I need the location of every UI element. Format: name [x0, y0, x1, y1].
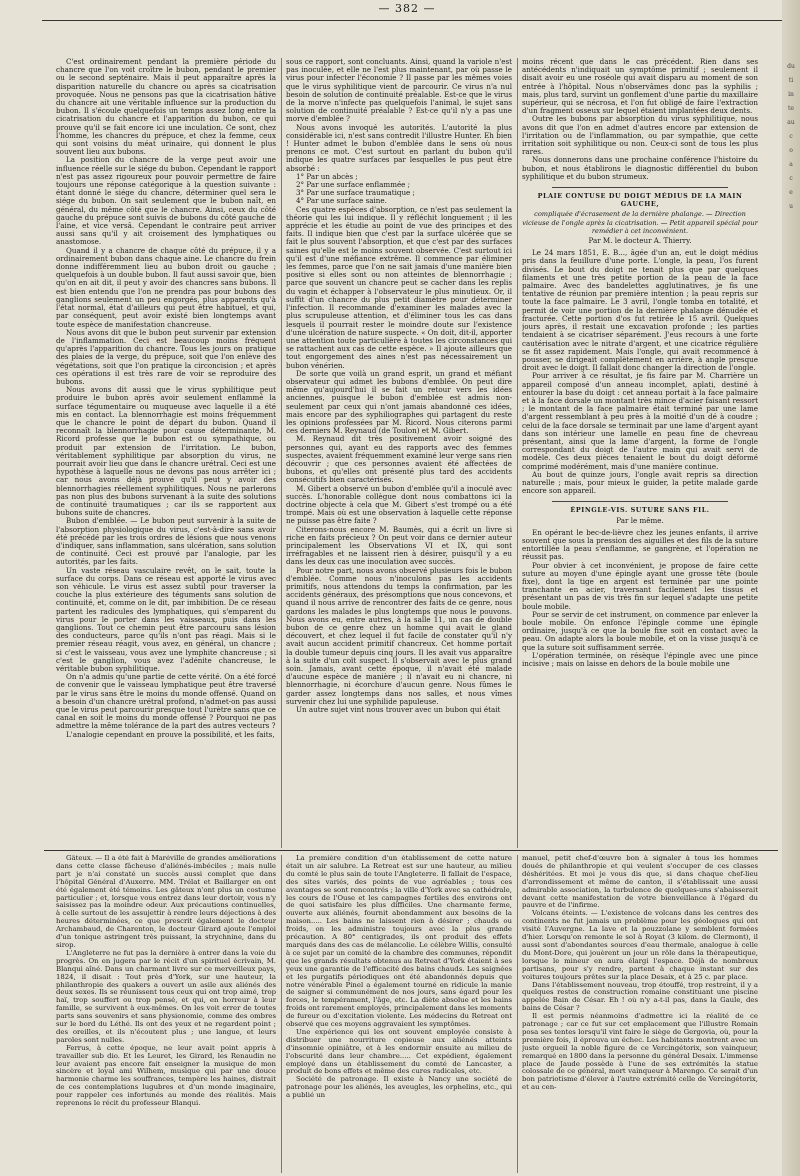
column-divider: [517, 855, 518, 1173]
margin-fragment: au: [787, 119, 795, 126]
paragraph: Nous donnerons dans une prochaine conférence l'histoire du bubon, et nous établirons le diagnostic différentiel du bubon syphilitique et du bubon strumeux.: [522, 155, 758, 181]
paragraph: Bubon d'emblée. — Le bubon peut survenir à la suite de l'absorption physiologique du virus, c'est-à-dire sans avoir été précédé par les trois ordres de lésions que nous venons d'indiquer, sans inflammation, sans ulcération, sans solution de continuité. Ceci est prouvé par l'analogie, par les autorités, par les faits.: [56, 516, 276, 567]
paragraph: Société de patronage. Il existe à Nancy une société de patronage pour les aliénés, les aveugles, les orphelins, etc., qui a publié un: [286, 1075, 512, 1100]
margin-fragment: te: [788, 105, 794, 112]
paragraph: Pour arriver à ce résultat, je fis faire par M. Charrière un appareil composé d'un anneau incomplet, aplati, destiné à entourer la base du doigt : cet anneau portait à la face palmaire et à la face dorsale un montant très mince d'acier faisant ressort ; le montant de la face palmaire était terminé par une lame d'argent ressemblant à peu près à la moitié d'un dé à coudre ; celui de la face dorsale se terminait par une lame d'argent ayant dans son intérieur une lamelle en peau fine de chevreau présentant, ainsi que la lame d'argent, la forme de l'ongle correspondant du doigt de l'autre main qui avait servi de modèle. Ces deux pièces tenaient le bout du doigt déformé comprimé modérément, mais d'une manière continue.: [522, 371, 758, 471]
paragraph: Gâteux. — Il a été fait à Maréville de grandes améliorations dans cette classe fâcheuse d'aliénés-imbéciles ; mais nulle part je n'ai constaté un succès aussi complet que dans l'hôpital Général d'Auxerre. MM. Trélat et Baillarger en ont été également été témoins. Les gâteux n'ont plus un costume particulier ; et, lorsque vous entrez dans leur dortoir, vous n'y saisissez pas la moindre odeur. Aux précautions continuelles, à celle surtout de les assujettir à rendre leurs déjections à des heures déterminées, ce que prescrit également le docteur Archambaud, de Charenton, le docteur Girard ajoute l'emploi d'un tonique astringent très puissant, la strychnine, dans du sirop.: [56, 855, 276, 949]
feuilleton-rule: [44, 850, 778, 851]
margin-fragment: a: [789, 161, 793, 168]
paragraph: Il est permis néanmoins d'admettre ici la réalité de ce patronage ; car ce fut sur cet emplacement que l'illustre Romain posa ses tentes lorsqu'il vint faire le siège de Gergovia, où, pour la première fois, il éprouva un échec. Les habitants montrent avec un juste orgueil la noble figure de ce Vercingétorix, son vainqueur, remarqué en 1800 dans la personne du général Desaix. L'immense place de Jaude possède à l'une de ses extrémités la statue colossale de ce général, mort vainqueur à Marengo. Ce serait d'un bon patriotisme d'élever à l'autre extrémité celle de Vercingétorix, et au cen-: [522, 1012, 758, 1092]
margin-fragment: o: [789, 147, 793, 154]
article-subtitle: compliquée d'écrasement de la dernière phalange. — Direction vicieuse de l'ongle après la cicatrisation. — Petit appareil spécial pour remédier à cet inconvénient.: [522, 210, 758, 235]
paragraph: De sorte que voilà un grand esprit, un grand et méfiant observateur qui admet les bubons d'emblée. On peut dire même qu'aujourd'hui il se fait un retour vers les idées anciennes, puisque le bubon d'emblée est admis non-seulement par ceux qui n'ont jamais abandonné ces idées, mais encore par des syphiliographes qui partagent du reste les opinions professées par M. Ricord. Nous citerons parmi ces derniers M. Reynaud (de Toulon) et M. Gibert.: [286, 368, 512, 436]
column-divider: [517, 58, 518, 848]
paragraph: manuel, petit chef-d'œuvre bon à signaler à tous les hommes doués de philanthropie et qui veulent s'occuper de ces classes déshéritées. Et moi je vous dis que, si dans chaque chef-lieu d'arrondissement et même de canton, il s'établissait une aussi admirable association, la turbulence de quelques-uns s'abaisserait devant cette manifestation de votre bienveillance à l'égard du pauvre et de l'infirme.: [522, 855, 758, 910]
paragraph: M. Gibert a observé un bubon d'emblée qu'il a inoculé avec succès. L'honorable collègue dont nous combattons ici la doctrine objecte à cela que M. Gibert s'est trompé ou a été trompé. Mais où est une observation à laquelle cette réponse ne puisse pas être faite ?: [286, 483, 512, 526]
margin-fragment: e: [789, 189, 793, 196]
margin-fragment: ti: [788, 77, 794, 84]
paragraph: Un autre sujet vint nous trouver avec un bubon qui était: [296, 705, 501, 715]
paragraph: Nous avons invoqué les autorités. L'autorité la plus considérable ici, n'est sans contredit l'illustre Hunter. Eh bien ! Hunter admet le bubon d'emblée dans le sens où nous prenons ce mot. C'est surtout en parlant du bubon qu'il indique les quatre surfaces par lesquelles le pus peut être absorbé :: [286, 122, 512, 173]
paragraph: La première condition d'un établissement de cette nature était un air salubre. La Retreat est sur une hauteur, au milieu du comté le plus sain de toute l'Angleterre. Il fallait de l'espace, des sites variés, des points de vue agréables ; tous ces avantages se sont rencontrés ; la ville d'York avec sa cathédrale, les cours de l'Ouse et les campagnes fertiles des environs ont de quoi satisfaire les plus difficiles. Une charmante ferme, ouverte aux aliénés, fournit abondamment aux besoins de la maison..... Les bains ne laissent rien à désirer ; chauds ou froids, on les administre toujours avec la plus grande précaution. A 80° centigrades, ils ont produit des effets marqués dans des cas de mélancolie. Le célèbre Willis, consulté à ce sujet par un comité de la chambre des communes, répondit que les grands résultats obtenus au Retreat d'York étaient à ses yeux une garantie de l'efficacité des bains chauds. Les saignées et les purgatifs périodiques ont été abandonnés depuis que notre vénérable Pinel a également tourné en ridicule la manie de saigner si communément de nos jours, sans égard pour les forces, le tempérament, l'âge, etc. La diète absolue et les bains froids ont rarement employés, principalement dans les moments de fureur ou d'excitation violente. Les médecins du Retreat ont observé que ces moyens aggravaient les symptômes.: [286, 855, 512, 1029]
feuilleton-column-2: [286, 855, 512, 1175]
feuilleton-column-3: [522, 855, 758, 1175]
paragraph: Un vaste réseau vasculaire revêt, on le sait, toute la surface du corps. Dans ce réseau est apporté le virus avec son véhicule. Le virus est assez subtil pour traverser la couche la plus extérieure des téguments sans solution de continuité, et, comme on le dit, par imbibition. De ce réseau partent les radicules des lymphatiques, qui s'emparent du virus pour le porter dans les vaisseaux, puis dans les ganglions. Tout ce chemin peut être parcouru sans lésion des conducteurs, parce qu'ils n'ont pas réagi. Mais si le premier réseau réagit, vous avez, en général, un chancre ; si c'est le vaisseau, vous avez une lymphite chancreuse ; si c'est le ganglion, vous avez l'adénite chancreuse, le véritable bubon syphilitique.: [56, 565, 276, 674]
adjacent-page-edge: [782, 0, 800, 1176]
paragraph: Pour se servir de cet instrument, on commence par enlever la boule mobile. On enfonce l'épingle comme une épingle ordinaire, jusqu'à ce que la boule fixe soit en contact avec la peau. On adapte alors la boule mobile, et on la visse jusqu'à ce que la suture soit suffisamment serrée.: [522, 609, 758, 652]
header-rule: [42, 20, 782, 21]
paragraph: Outre les bubons par absorption du virus syphilitique, nous avons dit que l'on en admet d'autres encore par extension de l'irritation ou de l'inflammation, ou par sympathie, que cette irritation soit syphilitique ou non. Ceux-ci sont de tous les plus rares.: [522, 114, 758, 157]
article-author: Par le même.: [616, 515, 664, 525]
feuilleton-column-1: [56, 855, 276, 1175]
margin-fragment: in: [788, 91, 794, 98]
paragraph: Volcans éteints. — L'existence de volcans dans les centres des continents ne fut jamais un problème pour les géologues qui ont visité l'Auvergne. La lave et la pouzzolane y semblent formées d'hier. Lorsqu'on remonte le sol à Royat (3 kilom. de Clermont), il aussi sont d'abondantes sources d'eau thermale, analogue à celle du Mont-Dore, qui jouèrent un jour un rôle dans la thérapeutique, lorsque le mineur en aura élargi l'espace. Déjà de nombreux partisans, pour s'y rendre, partent à chaque instant sur des voitures toujours prêtes sur la place Desaix, et à 25 c. par place.: [522, 909, 758, 981]
paragraph: Citerons-nous encore M. Baumès, qui a écrit un livre si riche en faits précieux ? On peut voir dans ce dernier auteur principalement les Observations VI et IX, qui sont irréfragables et ne laissent rien à désirer, puisqu'il y a eu dans les deux cas une inoculation avec succès.: [286, 524, 512, 567]
paragraph: moins récent que dans le cas précédent. Rien dans ses antécédents n'indiquait un symptôme primitif ; seulement il disait avoir eu une roséole qui avait disparu au moment de son entrée à l'hôpital. Nous n'observâmes donc pas la syphilis ; mais, plus tard, survint un gonflement d'une partie du maxillaire supérieur, qui se nécrosa, et l'on fut obligé de faire l'extraction d'un fragment osseux sur lequel étaient implantées deux dents.: [522, 58, 758, 116]
column-2: [286, 58, 512, 840]
margin-fragment: c: [789, 175, 793, 182]
paragraph: La position du chancre de la verge peut avoir une influence réelle sur le siége du bubon. Cependant le rapport n'est pas assez rigoureux pour pouvoir permettre de faire toujours une réponse catégorique à la question suivante : étant donné le siége du chancre, déterminer quel sera le siége du bubon. On sait seulement que le bubon naît, en général, du même côté que le chancre. Ainsi, ceux du côté gauche du prépuce sont suivis de bubons du côté gauche de l'aine, et vice versâ. Cependant le contraire peut arriver aussi sans qu'il y ait croisement des lymphatiques ou anastomose.: [56, 155, 276, 247]
column-divider: [281, 855, 282, 1173]
article-author: Par M. le docteur A. Thierry.: [588, 236, 692, 246]
paragraph: L'analogie cependant en prouve la possibilité, et les faits,: [66, 729, 275, 739]
paragraph: Dans l'établissement nouveau, trop étouffé, trop restreint, il y a quelques restes de construction romaine constituant une piscine appelée Bain de César. Eh ! où n'y a-t-il pas, dans la Gaule, des bains de César ?: [522, 980, 758, 1013]
column-3: [522, 58, 758, 840]
column-divider: [281, 58, 282, 848]
paragraph: En opérant le bec-de-lièvre chez les jeunes enfants, il arrive souvent que sous la pression des aiguilles et des fils de la suture entortillée la peau s'enflamme, se gangrène, et l'opération ne réussit pas.: [522, 527, 758, 562]
column-1: [56, 58, 276, 840]
paragraph: L'Angleterre ne fut pas la dernière à entrer dans la voie du progrès. On en jugera par le récit d'un spirituel écrivain, M. Blanqui aîné. Dans un charmant livre sur ce merveilleux pays, 1824, il disait : Tout près d'York, sur une hauteur, la philanthropie des quakers a ouvert un asile aux aliénés des deux sexes. Ils se réunissent tous ceux qui ont trop aimé, trop haï, trop souffert ou trop pensé, et qui, en horreur à leur famille, se survivent à eux-mêmes. On les voit errer de toutes parts sans souvenirs et sans physionomie, comme des ombres sur le bord du Léthé. Ils ont des yeux et ne regardent point ; des oreilles, et ils n'écoutent plus ; une langue, et leurs paroles sont nulles.: [56, 948, 276, 1044]
paragraph: L'opération terminée, on résèque l'épingle avec une pince incisive ; mais on laisse en dehors de la boule mobile une: [522, 650, 758, 669]
paragraph: Ces quatre espèces d'absorption, ce n'est pas seulement la théorie qui les lui indique. Il y réfléchit longuement ; il les apprécie et les étudie au point de vue des principes et des faits. Il indique bien que c'est par la surface ulcérée que se fait le plus souvent l'absorption, et que c'est par des surfaces saines qu'elle est le moins souvent observée. C'est surtout ici qu'il est d'une méfiance extrême. Il commence par éliminer les femmes, parce que l'on ne sait jamais d'une manière bien positive si elles sont ou non atteintes de blennorrhagie ; parce que souvent un chancre peut se cacher dans les replis du vagin et échapper à l'observateur le plus minutieux. Or, il suffit d'un chancre du plus petit diamètre pour déterminer l'infection. Il recommande d'examiner les malades avec la plus scrupuleuse attention, et d'éliminer tous les cas dans lesquels il pourrait rester le moindre doute sur l'existence d'une ulcération de nature suspecte. « On doit, dit-il, apporter une attention toute particulière à toutes les circonstances qui se rattachent aux cas de cette espèce. » Il ajoute ailleurs que tout engorgement des aines n'est pas nécessairement un bubon vénérien.: [286, 204, 512, 370]
margin-fragment: du: [787, 63, 795, 70]
article-title: PLAIE CONTUSE DU DOIGT MÉDIUS DE LA MAIN GAUCHE,: [537, 192, 743, 209]
paragraph: Pour notre part, nous avons observé plusieurs fois le bubon d'emblée. Comme nous n'inoculons pas les accidents primitifs, nous attendons du temps la confirmation, par les accidents généraux, des présomptions que nous concevons, et quand il nous arrive de rencontrer des faits de ce genre, nous gardons les malades le plus longtemps que nous le pouvons. Nous avons eu, entre autres, à la salle 11, un cas de double bubon de ce genre chez un homme qui avait le gland découvert, et chez lequel il fut facile de constater qu'il n'y avait aucun accident primitif chancreux. Cet homme portait la double tumeur depuis cinq jours. Il les avait vus apparaître à la suite d'un coït suspect. Il s'observait avec le plus grand soin. Jamais, avant cette époque, il n'avait été malade d'aucune espèce de manière ; il n'avait eu ni chancre, ni blennorrhagie, ni écorchure d'aucun genre. Nous fûmes le garder assez longtemps dans nos salles, et nous vîmes survenir chez lui une syphilide papuleuse.: [286, 565, 512, 706]
paragraph: Au bout de quinze jours, l'ongle avait repris sa direction naturelle ; mais, pour mieux le guider, la petite malade garde encore son appareil.: [522, 469, 758, 496]
list-item: 1° Par un abcès ;: [296, 171, 358, 181]
list-item: 2° Par une surface enflammée ;: [296, 180, 411, 190]
paragraph: Nous avons dit que le bubon peut survenir par extension de l'inflammation. Ceci est beaucoup moins fréquent qu'après l'apparition du chancre. Tous les jours on pratique des plaies de la verge, du prépuce, soit que l'on enlève des végétations, soit que l'on pratique la circoncision ; et après ces opérations il est très rare de voir se reproduire des bubons.: [56, 327, 276, 386]
section-rule: [552, 187, 728, 188]
section-rule: [552, 501, 728, 502]
paragraph: Le 24 mars 1851, E. B..., âgée d'un an, eut le doigt médius pris dans la feuillure d'une porte. L'ongle, la peau, l'os furent divisés. Le bout du doigt ne tenait plus que par quelques filaments et une très petite portion de la peau de la face palmaire. Avec des bandelettes agglutinatives, je fis une tentative de réunion par première intention ; la peau repris sur toute la face palmaire. Le 3 avril, l'ongle tomba en totalité, et permit de voir une portion de la dernière phalange dénudée et fracturée. Cette portion d'os fut retirée le 15 avril. Quelques jours après, il restait une excavation profonde ; les parties tendaient à se cicatriser séparément. J'eus recours à une forte cautérisation avec le nitrate d'argent, et une cicatrice régulière se fit assez rapidement. Mais l'ongle, qui avait recommencé à pousser, se dirigeait complètement en arrière, à angle presque droit avec le doigt. Il fallait donc changer la direction de l'ongle.: [522, 248, 758, 373]
paragraph: On n'a admis qu'une partie de cette vérité. On a été forcé de convenir que le vaisseau lymphatique peut être traversé par le virus sans être le moins du monde offensé. Quand on a besoin d'un chancre urétral profond, n'admet-on pas aussi que le virus peut parcourir presque tout l'urètre sans que ce canal en soit le moins du monde offensé ? Pourquoi ne pas admettre la même tolérance de la part des autres vecteurs ?: [56, 672, 276, 731]
paragraph: sous ce rapport, sont concluants. Ainsi, quand la variole n'est pas inoculée, et elle ne l'est plus maintenant, par où passe le virus pour infecter l'économie ? Il passe par les mêmes voies que le virus syphilitique vient de parcourir. Ce virus n'a nul besoin de solution de continuité préalable. Est-ce que le virus de la morve n'infecte pas quelquefois l'animal, le sujet sans solution de continuité préalable ? Est-ce qu'il n'y a pas une morve d'emblée ?: [286, 58, 512, 124]
paragraph: M. Reynaud dit très positivement avoir soigné des personnes qui, ayant eu des rapports avec des femmes suspectes, avaient fréquemment examiné leur verge sans rien découvrir ; que ces personnes avaient été affectées de bubons, et qu'elles ont présenté plus tard des accidents consécutifs bien caractérisés.: [286, 434, 512, 485]
article-title: ÉPINGLE-VIS. SUTURE SANS FIL.: [570, 506, 710, 515]
list-item: 4° Par une surface saine.: [296, 196, 387, 206]
paragraph: Pour obvier à cet inconvénient, je propose de faire cette suture au moyen d'une épingle ayant une grosse tête (boule fixe), dont la tige en argent est terminée par une pointe tranchante en acier, traversant facilement les tissus et présentant un pas de vis très fin sur lequel s'adapte une petite boule mobile.: [522, 560, 758, 611]
paragraph: Nous avons dit aussi que le virus syphilitique peut produire le bubon après avoir seulement enflammé la surface tégumentaire ou muqueuse avec laquelle il a été mis en contact. La blennorrhagie est moins fréquemment que le chancre le point de départ du bubon. Quand il reconnaît la blennorrhagie pour cause déterminante, M. Ricord professe que le bubon est ou sympathique, ou produit par extension de l'irritation. Le bubon, véritablement syphilitique par absorption du virus, ne pourrait avoir lieu que dans le chancre urétral. Ceci est une hypothèse à laquelle nous ne devons pas nous arrêter ici ; car nous avons déjà prouvé qu'il peut y avoir des blennorrhagies réellement syphilitiques. Nous ne parlerons pas non plus des bubons survenant à la suite des solutions de continuité traumatiques ; car ils se rapportent aux bubons suite de chancres.: [56, 385, 276, 518]
margin-fragment: u: [789, 203, 793, 210]
page-number: — 382 —: [378, 2, 436, 15]
paragraph: Une expérience qui les ont souvent employée consiste à distribuer une nourriture copieuse aux aliénés atteints d'insomnie opiniâtre, et à les endormir ensuite au milieu de l'obscurité dans leur chambre..... Cet expédient, également employé dans un établissement du comté de Lancaster, a produit de bons effets et même des cures radicales, etc.: [286, 1027, 512, 1076]
paragraph: C'est ordinairement pendant la première période du chancre que l'on voit croître le bubon, pendant le premier ou le second septénaire. Mais il peut apparaître après la disparition naturelle du chancre ou après sa cicatrisation provoquée. Nous ne pensons pas que la cicatrisation hâtive du chancre ait une véritable influence sur la production du bubon. Il s'écoule quelquefois un temps assez long entre la cicatrisation du chancre et l'apparition du bubon, ce qui prouve qu'il se fait encore ici une inculation. Ce sont, chez l'homme, les chancres du prépuce, et chez la femme, ceux qui sont voisins du méat urinaire, qui donnent le plus souvent lieu aux bubons.: [56, 58, 276, 157]
margin-fragment: c: [789, 133, 793, 140]
paragraph: Ferrus, à cette époque, ne leur avait point appris à travailler sub dio. Et les Leuret, les Girard, les Renaudin ne leur avaient pas encore fait enseigner la musique de mon sincère et loyal ami Wilhem, musique qui par une douce harmonie charme les souffrances, tempère les haines, distrait de ces contemplations lugubres et d'un monde imaginaire, pour rappeler ces infortunés au monde des réalités. Mais reprenons le récit du professeur Blanqui.: [56, 1043, 276, 1108]
paragraph: Quand il y a chancre de chaque côté du prépuce, il y a ordinairement bubon dans chaque aine. Le chancre du frein donne indifféremment lieu au bubon droit ou gauche ; quelquefois à un double bubon. Il faut aussi savoir que, bien qu'on en ait dit, il peut y avoir des chancres sans bubons. Il est bien entendu que l'on ne prendra pas pour bubons des ganglions seulement un peu engorgés, plus apparents qu'à l'état normal, état d'ailleurs qui peut être habituel, et qui, par conséquent, peut avoir existé bien longtemps avant toute espèce de manifestation chancreuse.: [56, 245, 276, 329]
list-item: 3° Par une surface traumatique ;: [296, 188, 415, 198]
